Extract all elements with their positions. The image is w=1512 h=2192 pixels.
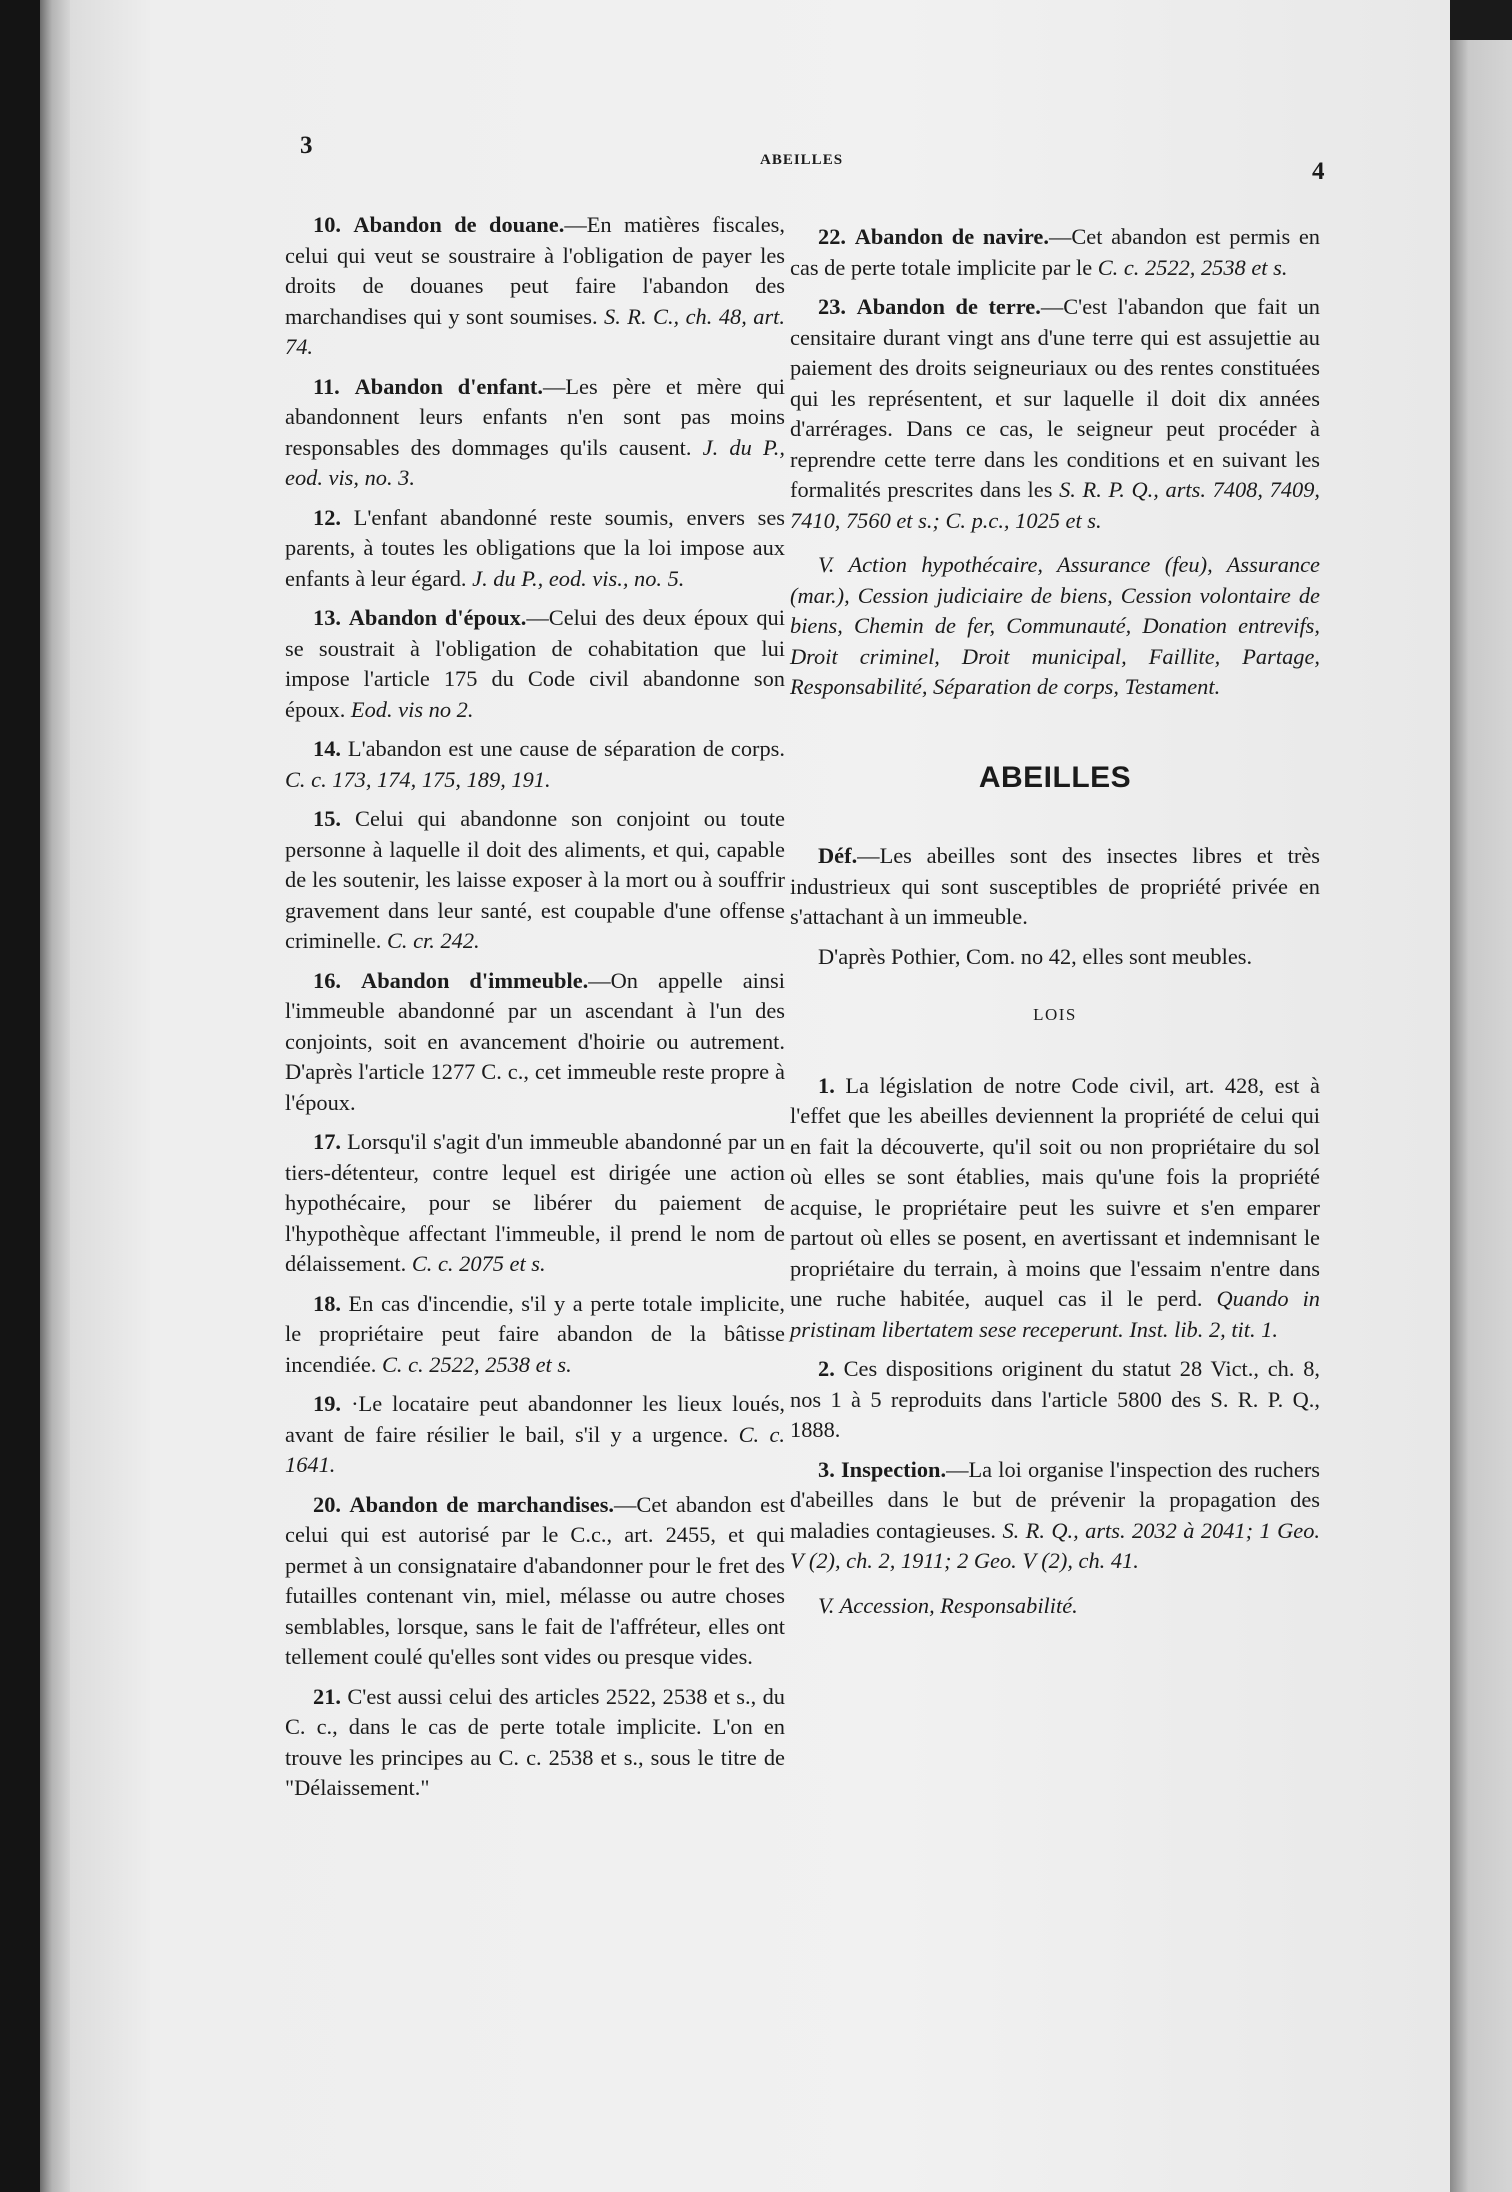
entry-num: 22. [818, 224, 846, 249]
entry-text: C'est aussi celui des articles 2522, 2538 et s., du C. c., dans le cas de perte totale implicite. L'on en trouve les principes au C. c. 2538 et s., sous le titre de "Délaissement." [285, 1683, 785, 1800]
entry-num: 11. [313, 373, 340, 399]
entry-ref: Eod. vis no 2. [350, 696, 474, 722]
entry-head: Abandon de douane. [353, 212, 565, 237]
entry-text: En cas d'incendie, s'il y a perte totale implicite, le propriétaire peut faire abandon de la bâtisse incendiée. [285, 1290, 785, 1377]
right-entries [790, 222, 1320, 536]
entry-num: 20. [313, 1491, 341, 1517]
entry-text: —Les père et mère qui abandonnent leurs enfants n'en sont pas moins responsables des dommages qu'ils causent. [285, 373, 785, 460]
definition-text: —Les abeilles sont des insectes libres et très industrieux qui sont susceptibles de propriété privée en s'attachant à un immeuble. [790, 843, 1320, 929]
entry-num: 1. [818, 1072, 835, 1098]
entry-text: —On appelle ainsi l'immeuble abandonné par un ascendant à l'un des conjoints, soit en avancement d'hoirie ou autrement. D'après l'article 1277 C. c., cet immeuble reste propre à l'époux. [285, 967, 785, 1115]
entry-paragraph [790, 1354, 1320, 1446]
entry-head: Abandon de marchandises. [349, 1491, 615, 1517]
entry-ref: C. c. 2522, 2538 et s. [381, 1351, 572, 1377]
entry-text: —Cet abandon est celui qui est autorisé par le C.c., art. 2455, et qui permet à un consignataire d'abandonner pour le fret des futailles contenant vin, miel, mélasse ou autre choses semblables, lorsque, sans le fait de l'affréteur, elles ont tellement coulé qu'elles sont vides ou presque vides. [285, 1491, 786, 1669]
entry-num: 21. [313, 1683, 341, 1709]
entry-text: ·Le locataire peut abandonner les lieux loués, avant de faire résilier le bail, s'il y a urgence. [285, 1391, 785, 1447]
entry-text: —La loi organise l'inspection des ruchers d'abeilles dans le but de prévenir la propagation des maladies contagieuses. [790, 1456, 1320, 1543]
next-page-edge [1450, 40, 1512, 2192]
entry-paragraph [285, 1490, 785, 1673]
entry-ref: C. cr. 242. [386, 928, 480, 953]
entry-num: 18. [313, 1290, 341, 1316]
entry-paragraph [285, 1389, 785, 1481]
entry-text: L'enfant abandonné reste soumis, envers ses parents, à toutes les obligations que la loi impose aux enfants à leur égard. [285, 504, 785, 591]
entry-paragraph [790, 292, 1320, 536]
entry-ref: Quando in pristinam libertatem sese receperunt. Inst. lib. 2, tit. 1. [790, 1286, 1320, 1342]
left-column [285, 210, 785, 1813]
entry-ref: J. du P., eod. vis., no. 5. [472, 565, 685, 591]
entry-num: 2. [818, 1356, 835, 1381]
right-page-number: 4 [1312, 158, 1325, 185]
scan-border-top-right [1450, 0, 1512, 40]
entry-ref: S. R. Q., arts. 2032 à 2041; 1 Geo. V (2), ch. 2, 1911; 2 Geo. V (2), ch. 41. [790, 1517, 1321, 1573]
entry-head: Abandon de navire. [854, 224, 1049, 249]
entry-text: Ces dispositions originent du statut 28 Vict., ch. 8, nos 1 à 5 reproduits dans l'article 5800 des S. R. P. Q., 1888. [790, 1356, 1320, 1442]
entry-num: 12. [313, 504, 341, 530]
entry-head: Abandon d'époux. [348, 605, 527, 630]
entry-num: 16. [313, 967, 341, 993]
entry-num: 14. [313, 736, 341, 761]
see-also-abeilles: V. Accession, Responsabilité. [818, 1592, 1078, 1618]
entry-text: L'abandon est une cause de séparation de corps. [347, 736, 785, 761]
entry-paragraph [790, 222, 1320, 283]
entry-paragraph [790, 1071, 1320, 1346]
entry-paragraph [285, 966, 785, 1119]
page-gutter [40, 0, 70, 2192]
entry-num: 10. [313, 212, 341, 237]
entry-head: Abandon d'immeuble. [361, 967, 589, 993]
entry-ref: C. c. 173, 174, 175, 189, 191. [285, 766, 551, 792]
entry-paragraph [285, 734, 785, 795]
entry-ref: S. R. P. Q., arts. 7408, 7409, 7410, 7560 et s.; C. p.c., 1025 et s. [790, 477, 1321, 533]
entry-text: —Cet abandon est permis en cas de perte totale implicite par le [790, 224, 1320, 280]
see-also-abandon: V. Action hypothécaire, Assurance (feu), Assurance (mar.), Cession judiciaire de biens, Cession volontaire de biens, Chemin de fer, Communauté, Donation entrevifs, Droit criminel, Droit municipal, Faillite, Partage, Responsabilité, Séparation de corps, Testament. [790, 552, 1320, 699]
entry-text: —En matières fiscales, celui qui veut se soustraire à l'obligation de payer les droits de douanes peut faire l'abandon des marchandises qui y sont soumises. [285, 212, 785, 329]
entry-ref: C. c. 2075 et s. [411, 1251, 546, 1276]
entry-num: 13. [313, 605, 341, 630]
entry-paragraph [285, 804, 785, 957]
entry-paragraph [285, 1127, 785, 1280]
section-title: ABEILLES [978, 760, 1132, 794]
entry-text: Celui qui abandonne son conjoint ou toute personne à laquelle il doit des aliments, et qui, capable de les soutenir, les laisse exposer à la mort ou à souffrir gravement dans leur santé, est coupable d'une offense criminelle. [285, 806, 785, 953]
entry-num: 15. [313, 806, 341, 831]
entry-ref: J. du P., eod. vis, no. 3. [285, 434, 785, 490]
definition [790, 841, 1320, 933]
left-page-number: 3 [300, 132, 313, 159]
entry-head: Abandon de terre. [856, 294, 1041, 319]
scan-border-left [0, 0, 40, 2192]
definition-label: Déf. [818, 843, 858, 868]
entry-paragraph [285, 372, 785, 494]
entry-num: 23. [818, 294, 846, 319]
entry-text: —C'est l'abandon que fait un censitaire durant vingt ans d'une terre qui est assujettie au paiement des droits seigneuriaux ou des rentes constituées qui les représentent, et sur laquelle il doit dix années d'arrérages. Dans ce cas, le seigneur peut procéder à reprendre cette terre dans les conditions et en suivant les formalités prescrites dans les [790, 294, 1320, 502]
entry-paragraph [285, 210, 785, 363]
running-head: ABEILLES [760, 152, 844, 168]
entry-ref: C. c. 1641. [285, 1421, 785, 1477]
entry-text: La législation de notre Code civil, art. 428, est à l'effet que les abeilles deviennent la propriété de celui qui en fait la découverte, qu'il soit ou non propriétaire du sol où elles se sont établies, mais qu'une fois la propriété acquise, le propriétaire peut les suivre et s'en emparer partout où elles se posent, en avertissant et indemnisant le propriétaire du terrain, à moins que l'essaim n'entre dans une ruche habitée, auquel cas il le perd. [790, 1072, 1320, 1311]
entry-head: Inspection. [840, 1456, 947, 1482]
entry-num: 19. [313, 1391, 341, 1416]
entry-paragraph [285, 603, 785, 725]
entry-paragraph [790, 1455, 1320, 1577]
pothier-note: D'après Pothier, Com. no 42, elles sont meubles. [818, 943, 1253, 969]
entry-paragraph [285, 1289, 785, 1381]
entry-num: 17. [313, 1129, 341, 1154]
entry-ref: C. c. 2522, 2538 et s. [1097, 254, 1288, 280]
entry-num: 3. [818, 1456, 835, 1482]
entry-text: Lorsqu'il s'agit d'un immeuble abandonné par un tiers-détenteur, contre lequel est dirigée une action hypothécaire, pour se libérer du paiement de l'hypothèque affectant l'immeuble, il prend le nom de délaissement. [285, 1129, 785, 1276]
laws-list [790, 1071, 1320, 1577]
entry-paragraph [285, 1682, 785, 1804]
entry-paragraph [285, 503, 785, 595]
entry-ref: S. R. C., ch. 48, art. 74. [285, 303, 785, 359]
entry-head: Abandon d'enfant. [354, 373, 543, 399]
right-column [790, 222, 1320, 1621]
entry-text: —Celui des deux époux qui se soustrait à l'obligation de cohabitation que lui impose l'article 175 du Code civil abandonne son époux. [285, 605, 785, 722]
lois-heading: LOIS [1033, 1005, 1077, 1024]
